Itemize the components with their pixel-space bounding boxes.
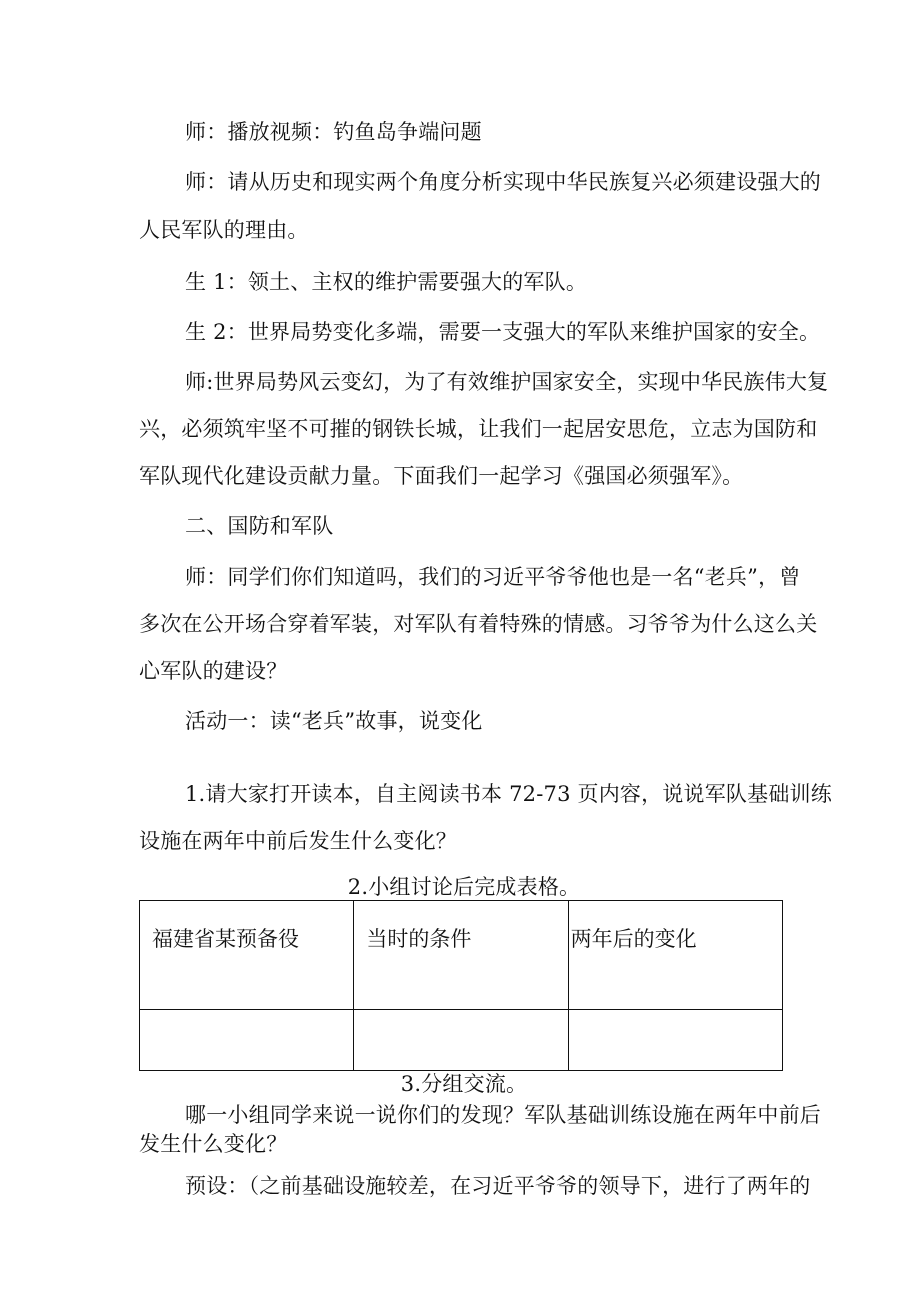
- step1-line2: 设施在两年中前后发生什么变化？: [139, 829, 457, 853]
- paragraph-teacher-video: 师：播放视频：钓鱼岛争端问题: [185, 120, 482, 144]
- step1-line1: 1.请大家打开读本，自主阅读书本 72-73 页内容，说说军队基础训练: [185, 782, 832, 806]
- table-header-row: [140, 901, 783, 1010]
- paragraph-student2: 生 2：世界局势变化多端，需要一支强大的军队来维护国家的安全。: [185, 320, 821, 344]
- section-heading-defense: 二、国防和军队: [185, 514, 334, 538]
- table-cell: [140, 1010, 354, 1071]
- table-header-cell-changes: 两年后的变化: [568, 901, 782, 1010]
- activity-one-heading: 活动一：读“老兵”故事，说变化: [185, 709, 483, 733]
- step3-caption: 3.分组交流。: [400, 1072, 528, 1096]
- paragraph-teacher-oldsoldier-line1: 师：同学们你们知道吗，我们的习近平爷爷他也是一名“老兵”，曾: [185, 565, 801, 589]
- paragraph-teacher-question-line1: 师：请从历史和现实两个角度分析实现中华民族复兴必须建设强大的: [185, 170, 821, 194]
- comparison-table: [139, 900, 783, 1071]
- paragraph-teacher-oldsoldier-line3: 心军队的建设？: [139, 659, 288, 683]
- paragraph-teacher-oldsoldier-line2: 多次在公开场合穿着军装，对军队有着特殊的情感。习爷爷为什么这么关: [139, 612, 818, 636]
- paragraph-teacher-summary-line1: 师:世界局势风云变幻，为了有效维护国家安全，实现中华民族伟大复: [185, 370, 829, 394]
- paragraph-group-discussion-line1: 哪一小组同学来说一说你们的发现？军队基础训练设施在两年中前后: [185, 1103, 821, 1127]
- paragraph-teacher-summary-line3: 军队现代化建设贡献力量。下面我们一起学习《强国必须强军》。: [139, 464, 744, 488]
- table-cell: [354, 1010, 568, 1071]
- table-header-cell-conditions: 当时的条件: [354, 901, 568, 1010]
- table-cell: [568, 1010, 782, 1071]
- table-row: [140, 1010, 783, 1071]
- paragraph-group-discussion-line2: 发生什么变化？: [139, 1132, 288, 1156]
- paragraph-preset: 预设：（之前基础设施较差，在习近平爷爷的领导下，进行了两年的: [185, 1174, 811, 1198]
- paragraph-teacher-summary-line2: 兴，必须筑牢坚不可摧的钢铁长城，让我们一起居安思危，立志为国防和: [139, 417, 818, 441]
- table-header-cell-unit: 福建省某预备役: [140, 901, 354, 1010]
- step2-caption: 2.小组讨论后完成表格。: [347, 875, 581, 899]
- paragraph-teacher-question-line2: 人民军队的理由。: [139, 218, 309, 242]
- paragraph-student1: 生 1：领土、主权的维护需要强大的军队。: [185, 270, 588, 294]
